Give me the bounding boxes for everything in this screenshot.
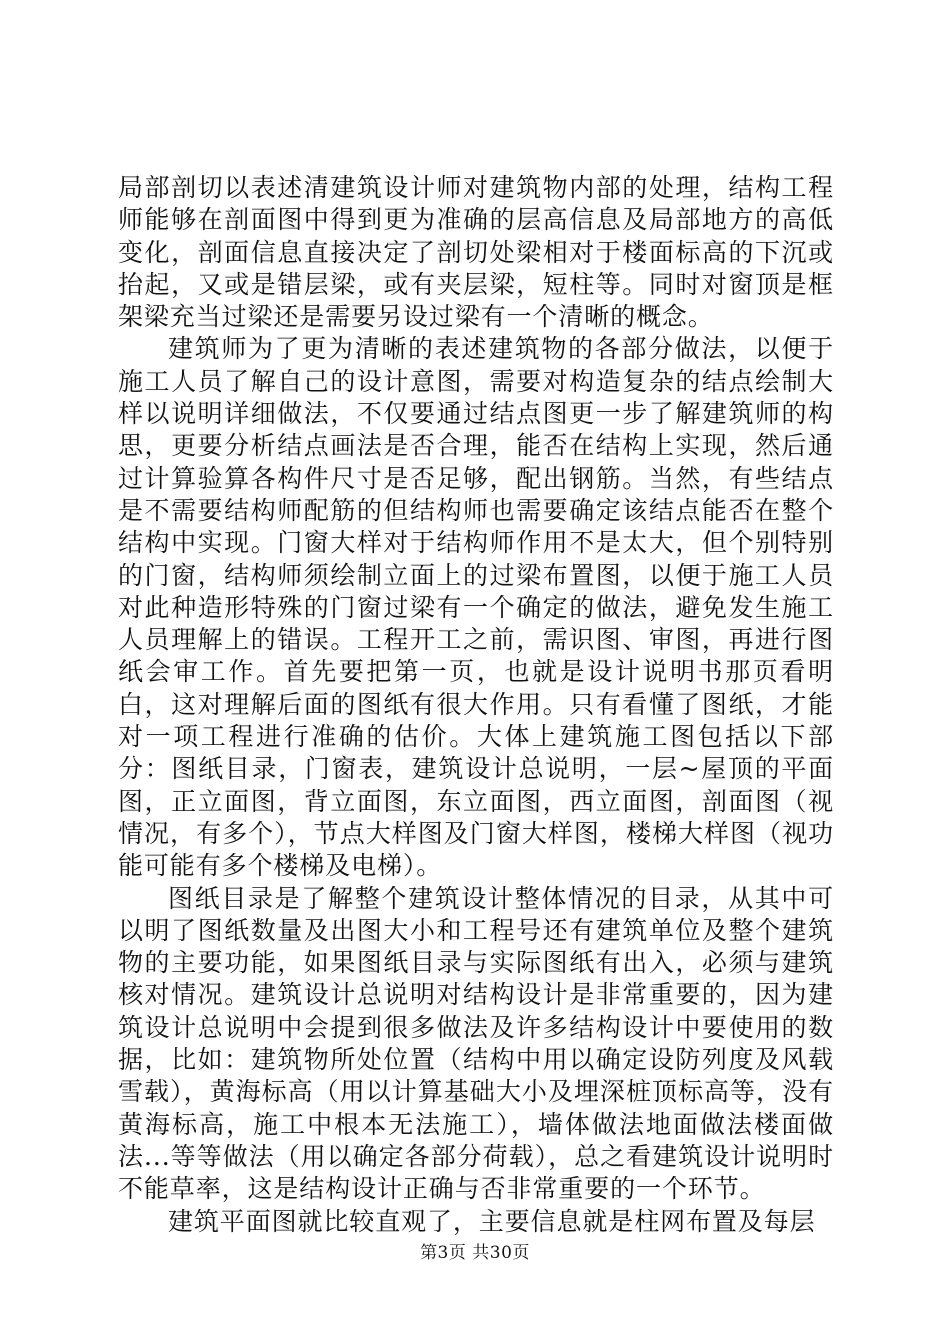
paragraph-4: 建筑平面图就比较直观了，主要信息就是柱网布置及每层 bbox=[168, 1206, 816, 1236]
paragraph-1: 局部剖切以表述清建筑设计师对建筑物内部的处理，结构工程师能够在剖面图中得到更为准确的层高信息及局部地方的高低变化，剖面信息直接决定了剖切处梁相对于楼面标高的下沉或抬起，又或是错层梁，或有夹层梁，短柱等。同时对窗顶是框架梁充当过梁还是需要另设过梁有一个清晰的概念。 bbox=[118, 173, 834, 332]
page-footer: 第3页 共30页 bbox=[420, 1243, 530, 1263]
body-text bbox=[118, 172, 834, 1238]
paragraph-2: 建筑师为了更为清晰的表述建筑物的各部分做法，以便于施工人员了解自己的设计意图，需要对构造复杂的结点绘制大样以说明详细做法，不仅要通过结点图更一步了解建筑师的构思，更要分析结点画法是否合理，能否在结构上实现，然后通过计算验算各构件尺寸是否足够，配出钢筋。当然，有些结点是不需要结构师配筋的但结构师也需要确定该结点能否在整个结构中实现。门窗大样对于结构师作用不是太大，但个别特别的门窗，结构师须绘制立面上的过梁布置图，以便于施工人员对此种造形特殊的门窗过梁有一个确定的做法，避免发生施工人员理解上的错误。工程开工之前，需识图、审图，再进行图纸会审工作。首先要把第一页，也就是设计说明书那页看明白，这对理解后面的图纸有很大作用。只有看懂了图纸，才能对一项工程进行准确的估价。大体上建筑施工图包括以下部分：图纸目录，门窗表，建筑设计总说明，一层~屋顶的平面图，正立面图，背立面图，东立面图，西立面图，剖面图（视情况，有多个），节点大样图及门窗大样图，楼梯大样图（视功能可能有多个楼梯及电梯）。 bbox=[118, 334, 834, 881]
paragraph-3: 图纸目录是了解整个建筑设计整体情况的目录，从其中可以明了图纸数量及出图大小和工程号还有建筑单位及整个建筑物的主要功能，如果图纸目录与实际图纸有出入，必须与建筑核对情况。建筑设计总说明对结构设计是非常重要的，因为建筑设计总说明中会提到很多做法及许多结构设计中要使用的数据，比如：建筑物所处位置（结构中用以确定设防列度及风载雪载），黄海标高（用以计算基础大小及埋深桩顶标高等，没有黄海标高，施工中根本无法施工），墙体做法地面做法楼面做法...等等做法（用以确定各部分荷载），总之看建筑设计说明时不能草率，这是结构设计正确与否非常重要的一个环节。 bbox=[118, 883, 834, 1204]
